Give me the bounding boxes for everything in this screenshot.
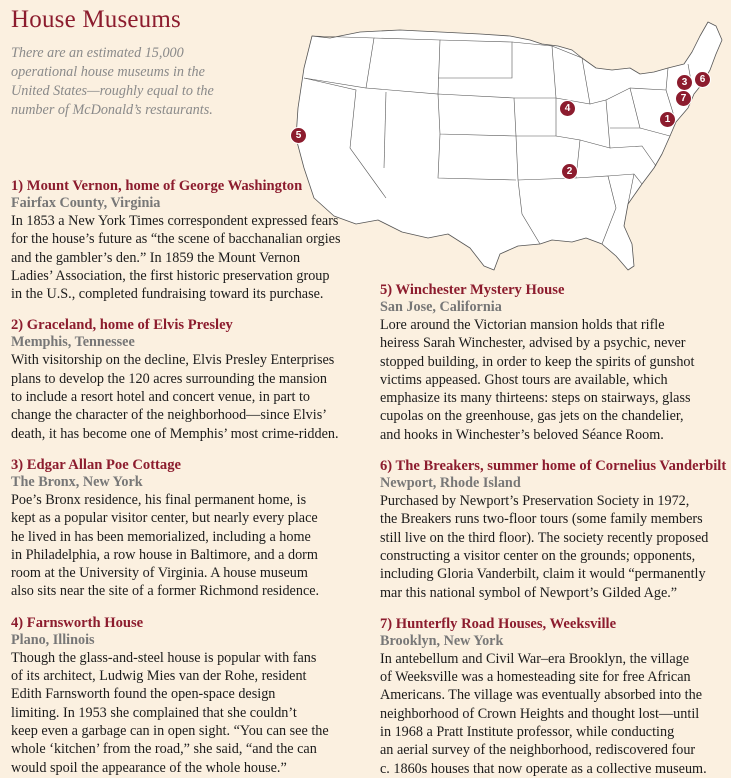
entry-title: 7) Hunterfly Road Houses, Weeksville (380, 615, 617, 632)
museum-entry-mount-vernon (11, 178, 363, 303)
entry-title: 2) Graceland, home of Elvis Presley (11, 317, 233, 334)
page-subtitle: There are an estimated 15,000 operational house museums in the United States—roughly equal to the number of McDonald’s restaurants. (11, 45, 214, 118)
map-marker-4[interactable]: 4 (559, 100, 576, 117)
map-marker-1[interactable]: 1 (659, 111, 676, 128)
left-column (11, 178, 363, 777)
entry-location: Newport, Rhode Island (380, 475, 521, 492)
map-marker-7[interactable]: 7 (675, 90, 692, 107)
entry-body: Purchased by Newport’s Preservation Society in 1972, the Breakers runs two-floor tours (some family members still live on the third floor). The society recently proposed constructing a visitor center on the grounds; opponents, including Gloria Vanderbilt, claim it would “permanently mar this national symbol of Newport’s Gilded Age.” (380, 493, 709, 601)
entry-title: 6) The Breakers, summer home of Cornelius Vanderbilt (380, 458, 727, 475)
entry-body: In 1853 a New York Times correspondent expressed fears for the house’s future as “the scene of bacchanalian orgies and the gambler’s den.” In 1859 the Mount Vernon Ladies’ Association, the first historic preservation group in the U.S., completed fundraising toward its purchase. (11, 213, 341, 303)
entry-title: 5) Winchester Mystery House (380, 282, 565, 298)
map-marker-6[interactable]: 6 (694, 71, 711, 88)
museum-entry-hunterfly (380, 616, 725, 778)
entry-body: Though the glass-and-steel house is popular with fans of its architect, Ludwig Mies van der Rohe, resident Edith Farnsworth found the open-space design limiting. In 1953 she complained that she couldn’t keep even a garbage can in open sight. “You can see the whole ‘kitchen’ from the road,” she said, “and the can would spoil the appearance of the whole house.” (11, 649, 329, 776)
entry-body: Poe’s Bronx residence, his final permanent home, is kept as a popular visitor center, but nearly every place he lived in has been memorialized, including a home in Philadelphia, a row house in Baltimore, and a dorm room at the University of Virginia. A house museum also sits near the site of a former Richmond residence. (11, 491, 320, 600)
page-title: House Museums (11, 6, 181, 33)
map-marker-2[interactable]: 2 (561, 163, 578, 180)
entry-location: Brooklyn, New York (380, 632, 504, 649)
entry-body: Lore around the Victorian mansion holds that rifle heiress Sarah Winchester, advised by a psychic, never stopped building, in order to keep the spirits of gunshot victims appeased. Ghost tours are available, which emphasize its many thirteens: steps on stairways, glass cupolas on the greenhouse, gas jets on the chandelier, and hooks in Winchester’s beloved Séance Room. (380, 317, 695, 443)
entry-title: 3) Edgar Allan Poe Cottage (11, 456, 181, 473)
entry-location: The Bronx, New York (11, 473, 143, 490)
entry-location: Memphis, Tennessee (11, 334, 135, 351)
museum-entry-graceland (11, 317, 363, 442)
right-column (380, 282, 725, 778)
museum-entry-poe-cottage (11, 457, 363, 601)
entry-body: With visitorship on the decline, Elvis Presley Enterprises plans to develop the 120 acres surrounding the mansion to include a resort hotel and concert venue, in part to change the character of the neighborhood—since Elvis’ death, it has become one of Memphis’ most crime-ridden. (11, 352, 339, 442)
map-marker-3[interactable]: 3 (676, 74, 693, 91)
museum-entry-farnsworth (11, 615, 363, 777)
museum-entry-breakers (380, 458, 725, 602)
entry-location: Fairfax County, Virginia (11, 195, 161, 211)
map-marker-5[interactable]: 5 (290, 127, 307, 144)
museum-entry-winchester (380, 282, 725, 444)
entry-location: Plano, Illinois (11, 631, 95, 648)
entry-title: 1) Mount Vernon, home of George Washington (11, 178, 303, 194)
entry-body: In antebellum and Civil War–era Brooklyn, the village of Weeksville was a homesteading site for free African Americans. The village was eventually absorbed into the neighborhood of Crown Heights and thought lost—until in 1968 a Pratt Institute professor, while conducting an aerial survey of the neighborhood, rediscovered four c. 1860s houses that now operate as a collective museum. (380, 650, 707, 777)
entry-title: 4) Farnsworth House (11, 614, 144, 631)
entry-location: San Jose, California (380, 299, 502, 315)
